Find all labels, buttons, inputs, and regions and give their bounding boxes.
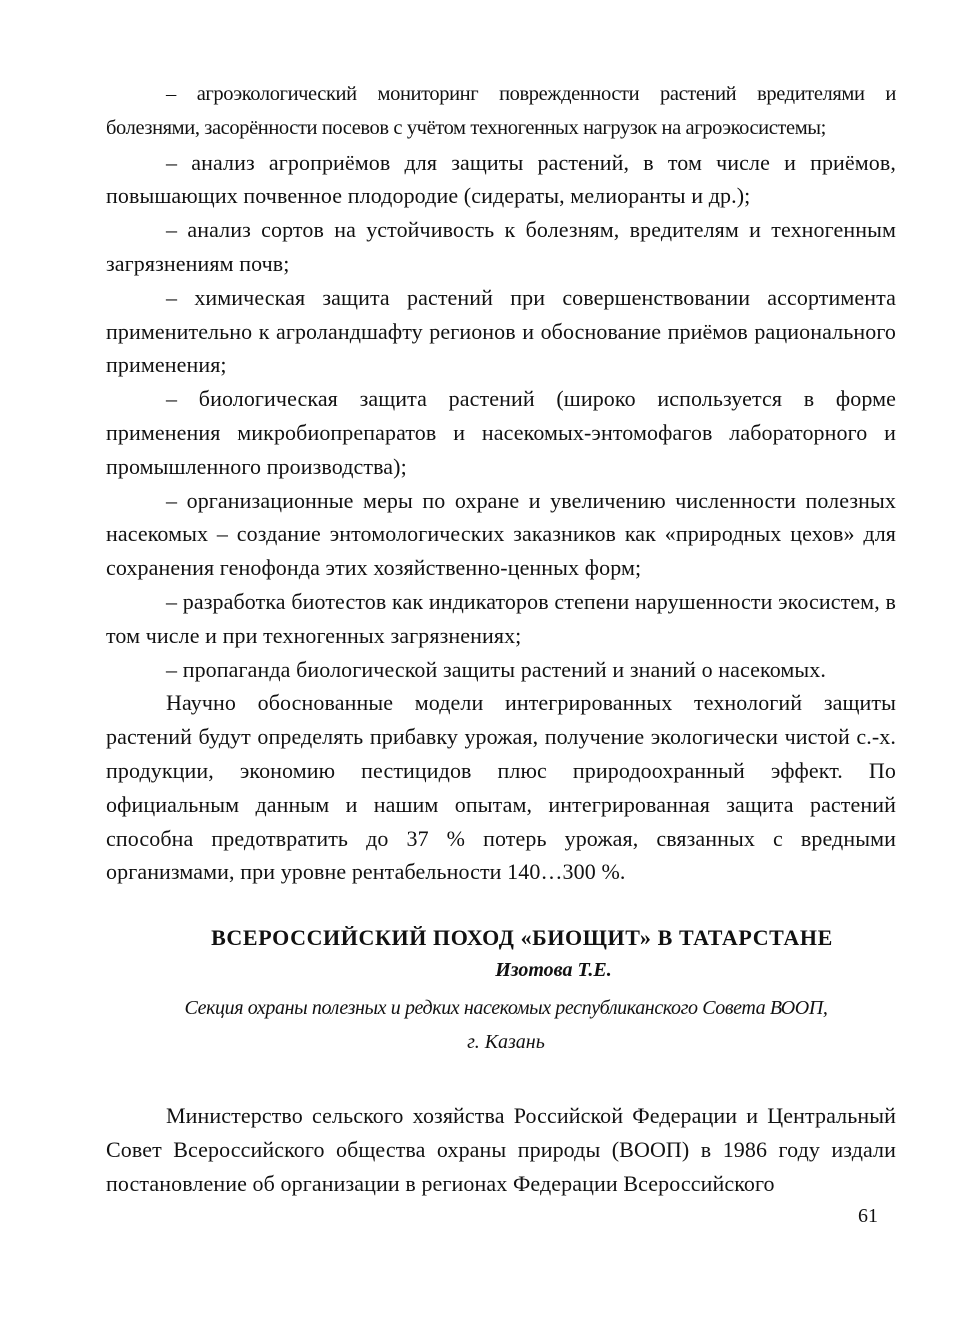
list-item-biological-protection: – биологическая защита растений (широко используется в форме применения микробиопрепаратов и насекомых-энтомофагов лабораторного и промышленного производства); [106, 386, 896, 479]
page-number: 61 [858, 1205, 878, 1227]
list-item-chemical-protection: – химическая защита растений при совершенствовании ассортимента применительно к агроландшафту регионов и обоснование приёмов рационального применения; [106, 284, 896, 378]
list-item-biotests: – разработка биотестов как индикаторов степени нарушенности экосистем, в том числе и при техногенных загрязнениях; [106, 588, 896, 648]
list-item-agrotechniques: – анализ агроприёмов для защиты растений, в том числе и приёмов, повышающих почвенное плодородие (сидераты, мелиоранты и др.); [106, 149, 896, 209]
conclusion-paragraph: Научно обоснованные модели интегрированных технологий защиты растений будут определять прибавку урожая, получение экологически чистой с.-х. продукции, экономию пестицидов плюс природоохранный эффект. По официальным данным и нашим опытам, интегрированная защита растений способна предотвратить до 37 % потерь урожая, связанных с вредными организмами, при уровне рентабельности 140…300 %. [106, 690, 896, 885]
article-intro-paragraph: Министерство сельского хозяйства Российской Федерации и Центральный Совет Всероссийского общества охраны природы (ВООП) в 1986 году издали постановление об организации в регионах Федерации Всероссийского [106, 1103, 896, 1196]
document-page [106, 78, 896, 1201]
article-author: Изотова Т.Е. [495, 959, 612, 982]
section-gap [106, 1059, 896, 1099]
article-title: ВСЕРОССИЙСКИЙ ПОХОД «БИОЩИТ» В ТАТАРСТАНЕ [211, 925, 833, 951]
list-item-monitoring: – агроэкологический мониторинг поврежденности растений вредителями и болезнями, засорённости посевов с учётом техногенных нагрузок на агроэкосистемы; [106, 83, 896, 139]
article-affiliation: Секция охраны полезных и редких насекомых республиканского Совета ВООП, [184, 997, 828, 1020]
list-item-varieties: – анализ сортов на устойчивость к болезням, вредителям и техногенным загрязнениям почв; [106, 217, 896, 276]
list-item-organizational-measures: – организационные меры по охране и увеличению численности полезных насекомых – создание энтомологических заказников как «природных цехов» для сохранения генофонда этих хозяйственно-ценных форм; [106, 487, 896, 581]
list-item-propaganda: – пропаганда биологической защиты растений и знаний о насекомых. [166, 656, 826, 682]
article-city: г. Казань [467, 1031, 545, 1054]
